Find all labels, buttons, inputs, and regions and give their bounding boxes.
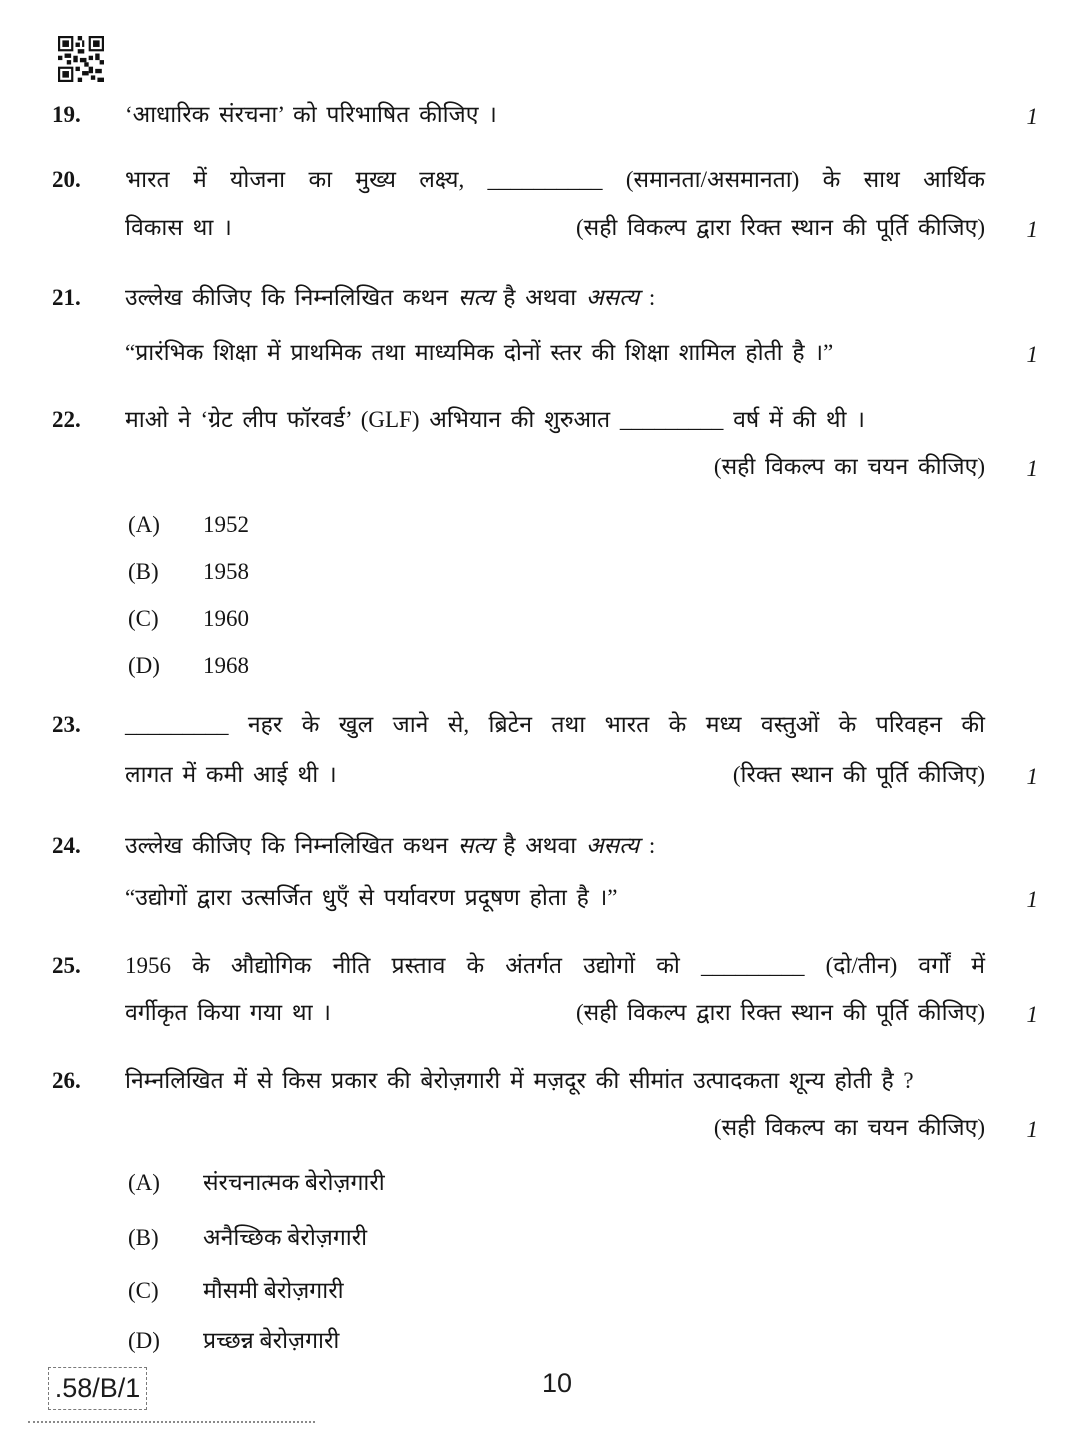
true-word: सत्य xyxy=(457,285,494,310)
question-24-marks: 1 xyxy=(1026,887,1038,912)
statement-prefix: उल्लेख कीजिए कि निम्नलिखित कथन xyxy=(125,285,458,310)
question-24-text-line1 xyxy=(125,829,985,863)
question-25-text-line1: 1956 के औद्योगिक नीति प्रस्ताव के अंतर्गत उद्योगों को _________ (दो/तीन) वर्गों में xyxy=(125,953,985,978)
question-23-text-line2: लागत में कमी आई थी । xyxy=(125,762,337,787)
question-20-text-line2: विकास था । xyxy=(125,215,232,240)
question-19-text: ‘आधारिक संरचना’ को परिभाषित कीजिए । xyxy=(125,102,497,127)
question-23-text-line1: _________ नहर के खुल जाने से, ब्रिटेन तथा भारत के मध्य वस्तुओं के परिवहन की xyxy=(125,712,985,737)
option-label: (D) xyxy=(128,653,160,678)
question-20-number: 20. xyxy=(52,167,81,192)
question-21-number: 21. xyxy=(52,285,81,310)
option-value: 1968 xyxy=(203,653,249,678)
option-label: (C) xyxy=(128,606,159,631)
option-label: (C) xyxy=(128,1278,159,1303)
question-21-text-line1 xyxy=(125,281,985,315)
option-value: 1952 xyxy=(203,512,249,537)
question-22-marks: 1 xyxy=(1026,456,1038,481)
question-20-instruction: (सही विकल्प द्वारा रिक्त स्थान की पूर्ति कीजिए) xyxy=(576,215,985,240)
question-24-number: 24. xyxy=(52,833,81,858)
question-22-instruction: (सही विकल्प का चयन कीजिए) xyxy=(713,454,985,479)
option-value: संरचनात्मक बेरोज़गारी xyxy=(203,1170,385,1195)
question-23-instruction: (रिक्त स्थान की पूर्ति कीजिए) xyxy=(732,762,985,787)
statement-mid: है अथवा xyxy=(493,833,586,858)
option-value: अनैच्छिक बेरोज़गारी xyxy=(203,1225,368,1250)
option-value: मौसमी बेरोज़गारी xyxy=(203,1278,344,1303)
question-20-text-line1: भारत में योजना का मुख्य लक्ष्य, __________ (समानता/असमानता) के साथ आर्थिक xyxy=(125,167,985,192)
option-label: (B) xyxy=(128,559,159,584)
question-25-number: 25. xyxy=(52,953,81,978)
question-25-instruction: (सही विकल्प द्वारा रिक्त स्थान की पूर्ति कीजिए) xyxy=(576,1000,985,1025)
question-26-instruction: (सही विकल्प का चयन कीजिए) xyxy=(713,1115,985,1140)
option-label: (B) xyxy=(128,1225,159,1250)
question-21-marks: 1 xyxy=(1026,342,1038,367)
option-value: 1960 xyxy=(203,606,249,631)
option-value: 1958 xyxy=(203,559,249,584)
page-number: 10 xyxy=(541,1368,573,1398)
question-26-text-line1: निम्नलिखित में से किस प्रकार की बेरोज़गारी में मज़दूर की सीमांत उत्पादकता शून्य होती है ? xyxy=(125,1068,914,1093)
question-22-number: 22. xyxy=(52,407,81,432)
paper-code: .58/B/1 xyxy=(54,1373,141,1403)
question-26-marks: 1 xyxy=(1026,1117,1038,1142)
qr-code xyxy=(58,36,104,82)
statement-suffix: : xyxy=(639,833,656,858)
option-label: (D) xyxy=(128,1328,160,1353)
statement-prefix: उल्लेख कीजिए कि निम्नलिखित कथन xyxy=(125,833,458,858)
false-word: असत्य xyxy=(585,833,640,858)
option-label: (A) xyxy=(128,1170,160,1195)
statement-suffix: : xyxy=(639,285,656,310)
question-25-text-line2: वर्गीकृत किया गया था । xyxy=(125,1000,332,1025)
footer-divider xyxy=(28,1421,315,1423)
question-21-text-line2: “प्रारंभिक शिक्षा में प्राथमिक तथा माध्यमिक दोनों स्तर की शिक्षा शामिल होती है ।” xyxy=(125,340,834,365)
question-22-text-line1: माओ ने ‘ग्रेट लीप फॉरवर्ड’ (GLF) अभियान की शुरुआत _________ वर्ष में की थी । xyxy=(125,407,865,432)
question-19-number: 19. xyxy=(52,102,81,127)
question-23-marks: 1 xyxy=(1026,764,1038,789)
question-20-marks: 1 xyxy=(1026,217,1038,242)
question-26-number: 26. xyxy=(52,1068,81,1093)
false-word: असत्य xyxy=(585,285,640,310)
question-19-marks: 1 xyxy=(1026,104,1038,129)
statement-mid: है अथवा xyxy=(493,285,586,310)
paper-code-box xyxy=(48,1367,147,1410)
option-label: (A) xyxy=(128,512,160,537)
question-23-number: 23. xyxy=(52,712,81,737)
question-25-marks: 1 xyxy=(1026,1002,1038,1027)
question-24-text-line2: “उद्योगों द्वारा उत्सर्जित धुएँ से पर्यावरण प्रदूषण होता है ।” xyxy=(125,885,618,910)
true-word: सत्य xyxy=(457,833,494,858)
option-value: प्रच्छन्न बेरोज़गारी xyxy=(203,1328,340,1353)
